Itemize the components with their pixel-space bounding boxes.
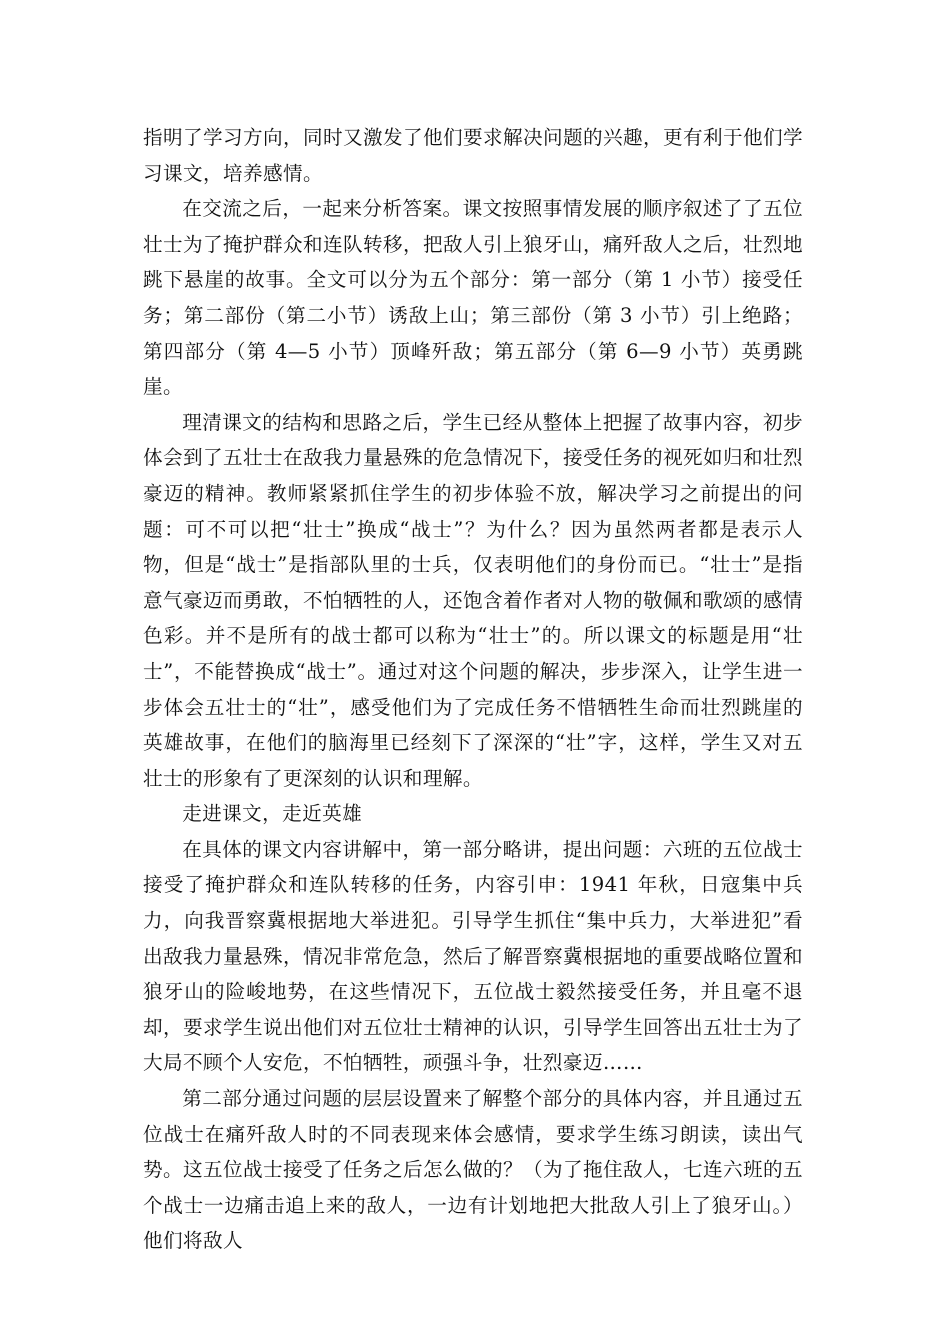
document-body	[143, 120, 803, 1259]
section-heading: 走进课文，走近英雄	[182, 802, 363, 826]
paragraph-5: 第二部分通过问题的层层设置来了解整个部分的具体内容，并且通过五位战士在痛歼敌人时的不同表现来体会感情，要求学生练习朗读，读出气势。这五位战士接受了任务之后怎么做的？（为了拖住敌人，七连六班的五个战士一边痛击追上来的敌人，一边有计划地把大批敌人引上了狼牙山。）他们将敌人	[143, 1087, 803, 1253]
paragraph-4: 在具体的课文内容讲解中，第一部分略讲，提出问题：六班的五位战士接受了掩护群众和连队转移的任务，内容引申：1941 年秋，日寇集中兵力，向我晋察冀根据地大举进犯。引导学生抓住“集中兵力，大举进犯”看出敌我力量悬殊，情况非常危急，然后了解晋察冀根据地的重要战略位置和狼牙山的险峻地势，在这些情况下，五位战士毅然接受任务，并且毫不退却，要求学生说出他们对五位壮士精神的认识，引导学生回答出五壮士为了大局不顾个人安危，不怕牺牲，顽强斗争，壮烈豪迈……	[143, 837, 803, 1075]
paragraph-2: 在交流之后，一起来分析答案。课文按照事情发展的顺序叙述了了五位壮士为了掩护群众和连队转移，把敌人引上狼牙山，痛歼敌人之后，壮烈地跳下悬崖的故事。全文可以分为五个部分：第一部分（第 1 小节）接受任务；第二部份（第二小节）诱敌上山；第三部份（第 3 小节）引上绝路；第四部分（第 4—5 小节）顶峰歼敌；第五部分（第 6—9 小节）英勇跳崖。	[143, 197, 803, 399]
paragraph-3: 理清课文的结构和思路之后，学生已经从整体上把握了故事内容，初步体会到了五壮士在敌我力量悬殊的危急情况下，接受任务的视死如归和壮烈豪迈的精神。教师紧紧抓住学生的初步体验不放，解决学习之前提出的问题：可不可以把“壮士”换成“战士”？为什么？因为虽然两者都是表示人物，但是“战士”是指部队里的士兵，仅表明他们的身份而已。“壮士”是指意气豪迈而勇敢，不怕牺牲的人，还饱含着作者对人物的敬佩和歌颂的感情色彩。并不是所有的战士都可以称为“壮士”的。所以课文的标题是用“壮士”，不能替换成“战士”。通过对这个问题的解决，步步深入，让学生进一步体会五壮士的“壮”，感受他们为了完成任务不惜牺牲生命而壮烈跳崖的英雄故事，在他们的脑海里已经刻下了深深的“壮”字，这样，学生又对五壮士的形象有了更深刻的认识和理解。	[143, 410, 803, 790]
paragraph-1: 指明了学习方向，同时又激发了他们要求解决问题的兴趣，更有利于他们学习课文，培养感情。	[143, 126, 803, 185]
